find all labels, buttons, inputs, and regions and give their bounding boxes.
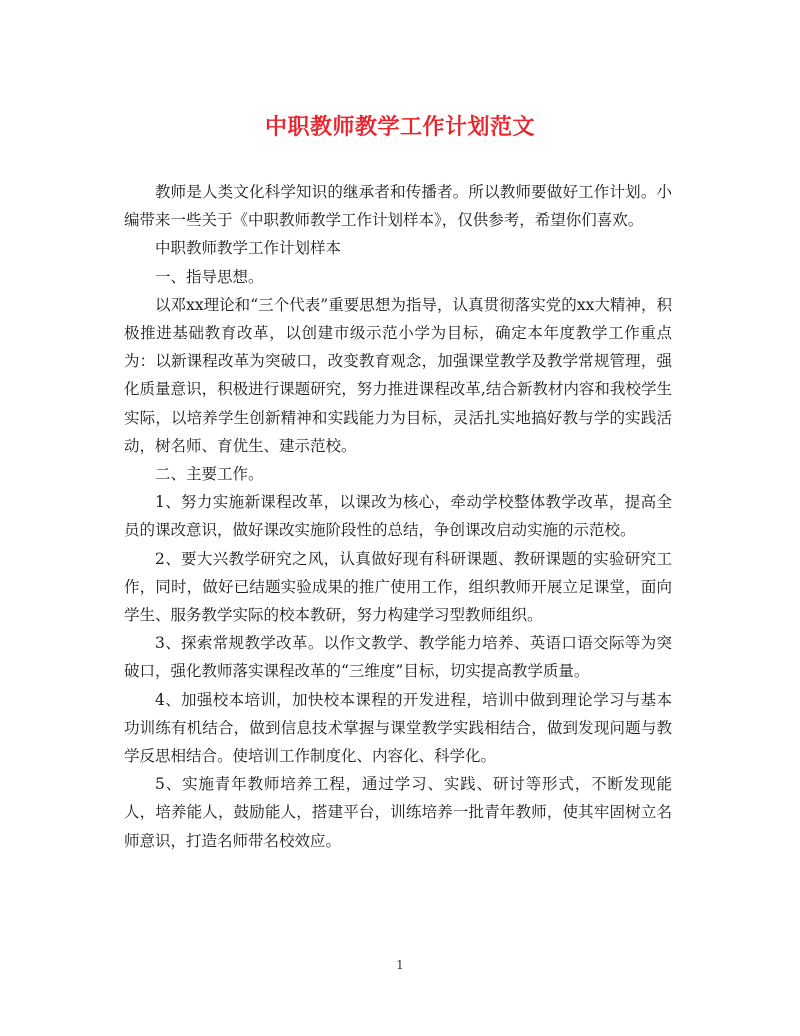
section-heading-guiding-ideology: 一、指导思想。 <box>155 267 264 286</box>
page-number: 1 <box>396 958 404 972</box>
paragraph-subtitle: 中职教师教学工作计划样本 <box>155 239 342 258</box>
paragraph-intro: 教师是人类文化科学知识的继承者和传播者。所以教师要做好工作计划。小编带来一些关于《中职教师教学工作计划样本》，仅供参考，希望你们喜欢。 <box>124 183 672 230</box>
paragraph-guiding-ideology: 以邓xx理论和“三个代表”重要思想为指导，认真贯彻落实党的xx大精神，积极推进基础教育改革，以创建市级示范小学为目标，确定本年度教学工作重点为：以新课程改革为突破口，改变教育观念，加强课堂教学及教学常规管理，强化质量意识，积极进行课题研究，努力推进课程改革,结合新教材内容和我校学生实际，以培养学生创新精神和实践能力为目标，灵活扎实地搞好教与学的实践活动，树名师、育优生、建示范校。 <box>124 295 672 455</box>
paragraph-item-3: 3、探索常规教学改革。以作文教学、教学能力培养、英语口语交际等为突破口，强化教师落实课程改革的“三维度”目标，切实提高教学质量。 <box>124 634 672 681</box>
section-heading-main-work: 二、主要工作。 <box>155 465 264 484</box>
paragraph-item-4: 4、加强校本培训，加快校本课程的开发进程，培训中做到理论学习与基本功训练有机结合，做到信息技术掌握与课堂教学实践相结合，做到发现问题与教学反思相结合。使培训工作制度化、内容化、科学化。 <box>124 690 672 766</box>
paragraph-item-2: 2、要大兴教学研究之风，认真做好现有科研课题、教研课题的实验研究工作，同时，做好已结题实验成果的推广使用工作，组织教师开展立足课堂，面向学生、服务教学实际的校本教研，努力构建学习型教师组织。 <box>124 549 672 625</box>
paragraph-item-1: 1、努力实施新课程改革，以课改为核心，牵动学校整体教学改革，提高全员的课改意识，做好课改实施阶段性的总结，争创课改启动实施的示范校。 <box>124 493 672 540</box>
paragraph-item-5: 5、实施青年教师培养工程，通过学习、实践、研讨等形式，不断发现能人，培养能人，鼓励能人，搭建平台，训练培养一批青年教师，使其牢固树立名师意识，打造名师带名校效应。 <box>124 775 672 850</box>
document-body <box>124 178 672 855</box>
document-title: 中职教师教学工作计划范文 <box>264 114 535 140</box>
